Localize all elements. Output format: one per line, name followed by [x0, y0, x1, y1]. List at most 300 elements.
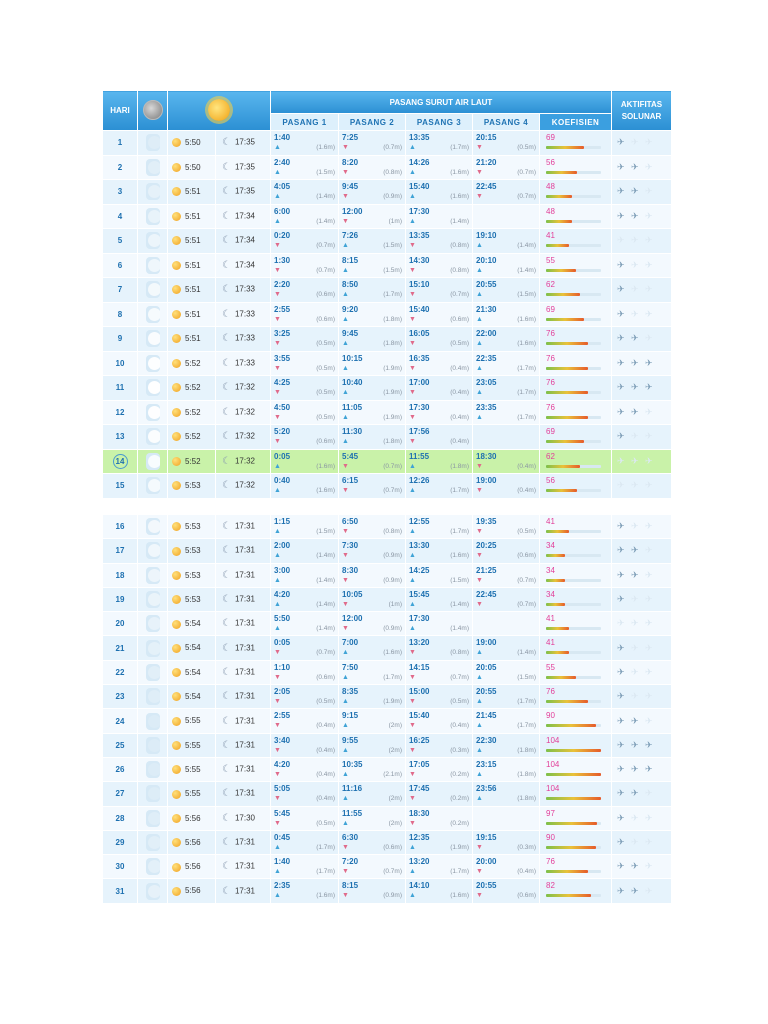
coefficient-bar-fill: [546, 195, 572, 198]
sunrise-cell: [168, 879, 216, 903]
tide-detail: [476, 551, 536, 561]
coefficient-value: 76: [546, 353, 555, 363]
tide-height: (1.4m): [316, 576, 335, 584]
tide-cell: [271, 830, 339, 854]
fish-icon: ✈: [617, 521, 625, 532]
tide-time: 2:20: [274, 280, 291, 289]
moonrise-cell: [216, 278, 271, 303]
moon-icon: ☾: [222, 545, 231, 557]
tide-detail: [274, 266, 335, 276]
low-tide-icon: ▼: [409, 315, 416, 323]
coefficient-cell: [540, 474, 612, 499]
tide-cell: [406, 376, 473, 401]
tide-title: PASANG SURUT AIR LAUT: [271, 91, 612, 114]
fish-icon: ✈: [617, 691, 625, 702]
moon-phase-icon: [146, 477, 160, 494]
tide-detail: [476, 794, 536, 804]
day-cell: [103, 782, 138, 806]
sunrise-time: 5:52: [185, 383, 201, 393]
sun-icon: [172, 334, 181, 343]
tide-time: 2:55: [274, 711, 291, 721]
moon-phase-icon: [146, 785, 160, 802]
tide-height: (1.9m): [383, 389, 402, 396]
coefficient-bar: [546, 724, 601, 727]
tide-time: 21:20: [476, 157, 497, 167]
tide-detail: [476, 339, 536, 349]
coefficient-bar-fill: [546, 489, 577, 492]
coefficient-bar: [546, 416, 601, 419]
day-number: 30: [115, 862, 125, 872]
tide-cell: [406, 660, 473, 684]
tide-time: 17:00: [409, 378, 430, 387]
day-cell: [103, 539, 138, 563]
tide-height: (1.4m): [316, 600, 335, 608]
high-tide-icon: ▲: [476, 649, 483, 657]
tide-detail: [342, 673, 402, 683]
coefficient-bar-fill: [546, 894, 591, 897]
low-tide-icon: ▼: [274, 746, 281, 754]
tide-3-header: PASANG 3: [406, 114, 473, 131]
coefficient-bar: [546, 846, 601, 849]
tide-time: 23:15: [476, 759, 497, 769]
tide-height: (1.7m): [450, 144, 469, 151]
fish-icon: ✈: [631, 210, 639, 221]
high-tide-icon: ▲: [342, 770, 349, 778]
moon-phase-cell: [138, 587, 168, 611]
tide-detail: [274, 673, 335, 683]
tide-cell: [406, 180, 473, 205]
tide-height: (0.4m): [316, 770, 335, 778]
tide-time: 20:10: [476, 255, 497, 265]
moon-phase-cell: [138, 830, 168, 854]
fish-icon: ✈: [617, 308, 625, 319]
moon-lit-part: [148, 666, 160, 679]
sunrise-cell: [168, 733, 216, 757]
tide-cell: [271, 327, 339, 352]
day-number: 10: [115, 358, 125, 368]
low-tide-icon: ▼: [274, 315, 281, 323]
tide-cell: [473, 782, 540, 806]
moonrise-cell: [216, 131, 271, 156]
sun-icon: [172, 717, 181, 726]
tide-detail: [409, 746, 469, 756]
tide-height: (0.5m): [316, 389, 335, 396]
coefficient-bar-fill: [546, 870, 588, 873]
tide-height: (0.7m): [517, 576, 536, 584]
moon-phase-cell: [138, 879, 168, 903]
tide-height: (0.6m): [450, 315, 469, 323]
moon-icon: ☾: [222, 235, 231, 247]
tide-height: (0.7m): [383, 487, 402, 494]
fish-icon: ✈: [631, 812, 639, 823]
tide-detail: [342, 364, 402, 374]
moon-phase-icon: [146, 379, 160, 396]
tide-detail: [409, 576, 469, 586]
tide-height: (1.7m): [316, 868, 335, 876]
tide-height: (1.9m): [450, 843, 469, 851]
moon-icon: ☾: [222, 885, 231, 897]
moon-phase-icon: [146, 834, 160, 851]
moon-phase-icon: [146, 428, 160, 445]
fish-icon: ✈: [645, 521, 653, 532]
sun-icon: [172, 571, 181, 580]
tide-detail: [476, 192, 536, 202]
tide-time: 4:25: [274, 378, 291, 387]
fish-icon: ✈: [645, 284, 653, 295]
moon-lit-part: [148, 739, 160, 752]
tide-cell: [473, 685, 540, 709]
fish-icon: ✈: [631, 480, 639, 491]
sunrise-time: 5:55: [185, 716, 201, 726]
high-tide-icon: ▲: [342, 266, 349, 274]
tide-detail: [342, 168, 402, 178]
tide-detail: [342, 576, 402, 586]
coefficient-bar-fill: [546, 773, 601, 776]
day-number: 6: [117, 260, 123, 270]
low-tide-icon: ▼: [274, 819, 281, 827]
coefficient-cell: [540, 782, 612, 806]
tide-detail: [342, 290, 402, 300]
sun-icon: [172, 814, 181, 823]
coefficient-value: 82: [546, 881, 555, 891]
tide-detail: [409, 624, 469, 634]
moonrise-cell: [216, 539, 271, 563]
high-tide-icon: ▲: [342, 364, 349, 372]
moon-icon: ☾: [222, 837, 231, 848]
tide-cell: [406, 131, 473, 156]
coefficient-bar: [546, 220, 601, 223]
solunar-cell: [612, 425, 672, 450]
moon-phase-cell: [138, 425, 168, 450]
moonrise-time: 17:35: [234, 162, 255, 172]
low-tide-icon: ▼: [274, 413, 281, 421]
tide-time: 19:15: [476, 832, 497, 842]
tide-height: (0.5m): [316, 413, 335, 421]
coefficient-bar-fill: [546, 269, 576, 272]
moonrise-cell: [216, 474, 271, 499]
coefficient-bar-fill: [546, 554, 565, 557]
coefficient-cell: [540, 351, 612, 376]
coefficient-value: 76: [546, 687, 555, 697]
tide-height: (1.8m): [517, 746, 536, 754]
moon-phase-cell: [138, 806, 168, 830]
sunrise-cell: [168, 204, 216, 229]
high-tide-icon: ▲: [274, 892, 281, 900]
table-row: [103, 351, 672, 376]
tide-cell: [339, 449, 406, 474]
tide-time: 12:00: [342, 614, 363, 624]
sun-icon: [172, 383, 181, 392]
high-tide-icon: ▲: [274, 625, 281, 633]
tide-detail: [342, 551, 402, 561]
coefficient-cell: [540, 204, 612, 229]
tide-cell: [271, 636, 339, 660]
table-row: [103, 302, 672, 327]
coefficient-bar: [546, 676, 601, 679]
sunrise-time: 5:53: [185, 546, 201, 556]
tide-cell: [271, 302, 339, 327]
fish-icon: ✈: [631, 885, 639, 896]
coefficient-bar: [546, 870, 601, 873]
tide-height: (1.7m): [450, 528, 469, 535]
day-number: 8: [117, 309, 123, 319]
low-tide-icon: ▼: [274, 266, 281, 274]
moon-phase-cell: [138, 131, 168, 156]
coefficient-cell: [540, 879, 612, 903]
high-tide-icon: ▲: [476, 266, 483, 274]
moon-phase-cell: [138, 709, 168, 733]
moon-icon: ☾: [222, 431, 231, 443]
low-tide-icon: ▼: [476, 168, 483, 176]
tide-time: 22:45: [476, 589, 497, 599]
tide-cell: [271, 563, 339, 587]
tide-cell: [473, 830, 540, 854]
table-row: [103, 539, 672, 563]
sun-icon: [172, 261, 181, 270]
day-cell: [103, 830, 138, 854]
tide-detail: [409, 217, 469, 227]
low-tide-icon: ▼: [409, 673, 416, 681]
coefficient-cell: [540, 757, 612, 781]
fish-icon: ✈: [645, 788, 653, 799]
tide-detail: [274, 315, 335, 325]
fish-icon: ✈: [631, 764, 639, 775]
tide-detail: [409, 843, 469, 853]
moonrise-cell: [216, 830, 271, 854]
tide-height: (1.7m): [383, 291, 402, 298]
tide-time: 5:05: [274, 784, 291, 794]
tide-detail: [409, 697, 469, 707]
moon-icon: ☾: [222, 788, 231, 800]
tide-time: 10:15: [342, 353, 363, 363]
moonrise-time: 17:31: [234, 740, 255, 750]
tide-detail: [342, 843, 402, 853]
tide-height: (1.5m): [383, 266, 402, 274]
coefficient-value: 55: [546, 662, 555, 672]
sunrise-time: 5:55: [185, 789, 201, 799]
tide-cell: [473, 636, 540, 660]
tide-time: 10:35: [342, 759, 363, 769]
sunrise-time: 5:52: [185, 407, 201, 417]
coefficient-bar-fill: [546, 318, 584, 321]
tide-detail: [274, 721, 335, 731]
coefficient-bar: [546, 627, 601, 630]
coefficient-bar-fill: [546, 244, 569, 247]
moonrise-cell: [216, 204, 271, 229]
tide-cell: [406, 253, 473, 278]
tide-detail: [342, 192, 402, 202]
moonrise-cell: [216, 400, 271, 425]
sun-icon: [172, 481, 181, 490]
coefficient-bar: [546, 195, 601, 198]
moonrise-time: 17:32: [234, 407, 255, 417]
high-tide-icon: ▲: [409, 892, 416, 900]
tide-time: 10:40: [342, 378, 363, 387]
tide-detail: [476, 843, 536, 853]
tide-detail: [476, 168, 536, 178]
moon-lit-part: [148, 283, 160, 296]
coefficient-bar-fill: [546, 367, 588, 370]
table-row: [103, 612, 672, 636]
tide-cell: [271, 449, 339, 474]
high-tide-icon: ▲: [476, 770, 483, 778]
coefficient-cell: [540, 515, 612, 539]
low-tide-icon: ▼: [409, 770, 416, 778]
tide-time: 14:26: [409, 157, 430, 167]
tide-detail: [274, 364, 335, 374]
tide-height: (0.2m): [450, 795, 469, 803]
high-tide-icon: ▲: [409, 168, 416, 176]
moonrise-cell: [216, 587, 271, 611]
low-tide-icon: ▼: [274, 770, 281, 778]
tide-time: 15:00: [409, 687, 430, 697]
low-tide-icon: ▼: [342, 625, 349, 633]
moon-icon: [143, 100, 163, 120]
day-cell: [103, 449, 138, 474]
sunrise-cell: [168, 539, 216, 563]
tide-detail: [409, 168, 469, 178]
fish-icon: ✈: [631, 308, 639, 319]
low-tide-icon: ▼: [274, 291, 281, 298]
moonrise-cell: [216, 229, 271, 254]
sunrise-cell: [168, 327, 216, 352]
table-row: [103, 400, 672, 425]
tide-time: 9:55: [342, 735, 359, 745]
moon-phase-icon: [146, 208, 160, 225]
tide-detail: [409, 770, 469, 780]
sunrise-time: 5:53: [185, 481, 201, 491]
fish-icon: ✈: [631, 521, 639, 532]
tide-cell: [271, 253, 339, 278]
tide-detail: [476, 673, 536, 683]
fish-icon: ✈: [631, 618, 639, 629]
tide-cell: [473, 757, 540, 781]
moon-phase-cell: [138, 563, 168, 587]
tide-height: (2.1m): [383, 770, 402, 778]
tide-cell: [406, 425, 473, 450]
tide-cell: [406, 830, 473, 854]
tide-detail: [409, 527, 469, 537]
tide-detail: [342, 721, 402, 731]
sunrise-cell: [168, 400, 216, 425]
tide-height: (0.7m): [517, 168, 536, 176]
tide-height: (0.7m): [383, 868, 402, 876]
sunrise-time: 5:52: [185, 358, 201, 368]
moon-icon: ☾: [222, 569, 231, 581]
tide-cell: [473, 425, 540, 450]
tide-cell: [473, 449, 540, 474]
day-cell: [103, 474, 138, 499]
tide-cell: [271, 612, 339, 636]
moon-phase-icon: [146, 883, 160, 900]
tide-height: (0.4m): [517, 462, 536, 470]
tide-time: 19:00: [476, 638, 497, 648]
low-tide-icon: ▼: [274, 438, 281, 445]
tide-time: 22:00: [476, 329, 497, 338]
moonrise-time: 17:31: [234, 886, 255, 896]
tide-height: (0.5m): [517, 144, 536, 151]
sunrise-time: 5:56: [185, 837, 201, 847]
tide-height: (1.8m): [383, 438, 402, 445]
day-cell: [103, 733, 138, 757]
low-tide-icon: ▼: [476, 552, 483, 560]
day-cell: [103, 155, 138, 180]
moon-lit-part: [148, 210, 160, 223]
coefficient-bar: [546, 391, 601, 394]
moonrise-cell: [216, 612, 271, 636]
tide-height: (1.8m): [383, 340, 402, 347]
tide-height: (0.7m): [316, 649, 335, 657]
table-row: [103, 278, 672, 303]
high-tide-icon: ▲: [476, 242, 483, 249]
sunrise-cell: [168, 685, 216, 709]
moon-phase-cell: [138, 400, 168, 425]
tide-cell: [339, 757, 406, 781]
fish-icon: ✈: [631, 715, 639, 726]
coefficient-bar-fill: [546, 146, 584, 149]
tide-height: (0.7m): [316, 266, 335, 274]
tide-detail: [274, 143, 335, 153]
moonrise-cell: [216, 515, 271, 539]
moon-phase-icon: [146, 640, 160, 657]
moon-icon: ☾: [222, 161, 231, 173]
moon-lit-part: [148, 381, 160, 394]
tide-detail: [274, 241, 335, 251]
moonrise-cell: [216, 327, 271, 352]
coefficient-value: 55: [546, 255, 555, 265]
tide-height: (1.4m): [450, 625, 469, 633]
coefficient-bar-fill: [546, 797, 601, 800]
tide-detail: [476, 364, 536, 374]
tide-height: (1.8m): [517, 770, 536, 778]
moon-phase-cell: [138, 782, 168, 806]
coefficient-bar: [546, 146, 601, 149]
tide-height: (0.5m): [316, 698, 335, 706]
sunrise-time: 5:54: [185, 667, 201, 677]
moonrise-time: 17:33: [234, 333, 255, 343]
tide-height: (1.5m): [517, 673, 536, 681]
table-row: [103, 806, 672, 830]
coefficient-cell: [540, 449, 612, 474]
tide-height: (1.7m): [450, 868, 469, 876]
coefficient-value: 90: [546, 711, 555, 721]
tide-time: 11:30: [342, 427, 363, 436]
tide-detail: [409, 315, 469, 325]
low-tide-icon: ▼: [342, 892, 349, 900]
high-tide-icon: ▲: [476, 746, 483, 754]
low-tide-icon: ▼: [476, 193, 483, 200]
tide-height: (0.4m): [450, 389, 469, 396]
tide-detail: [476, 648, 536, 658]
day-number: 4: [117, 211, 123, 221]
coefficient-bar: [546, 603, 601, 606]
tide-cell: [473, 612, 540, 636]
tide-height: (0.8m): [383, 168, 402, 176]
solunar-cell: [612, 229, 672, 254]
table-row: [103, 563, 672, 587]
tide-cell: [339, 636, 406, 660]
fish-icon: ✈: [631, 161, 639, 172]
tide-detail: [476, 746, 536, 756]
fish-icon: ✈: [645, 406, 653, 417]
moon-phase-icon: [146, 404, 160, 421]
moon-lit-part: [148, 860, 160, 873]
day-number: 23: [115, 692, 125, 702]
tide-time: 8:15: [342, 255, 359, 265]
tide-cell: [406, 806, 473, 830]
moonrise-cell: [216, 155, 271, 180]
moon-lit-part: [148, 455, 160, 468]
